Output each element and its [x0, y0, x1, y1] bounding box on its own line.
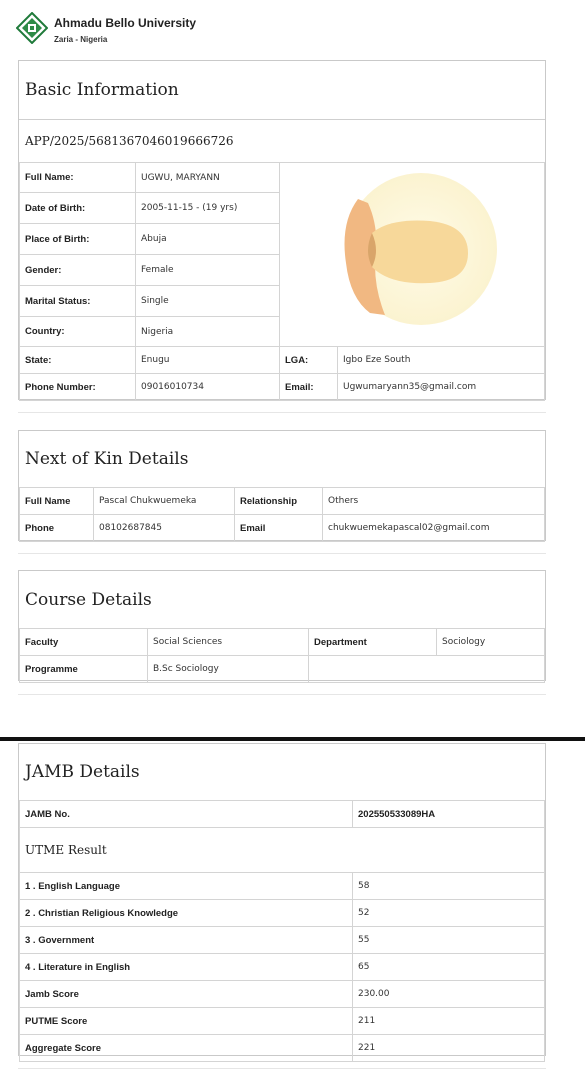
jamb-details-title: JAMB Details — [25, 762, 140, 782]
passport-photo — [280, 163, 498, 346]
gender-label: Gender: — [20, 255, 136, 286]
full-name-value: UGWU, MARYANN — [136, 163, 280, 193]
jamb-number-value: 202550533089HA — [353, 801, 545, 828]
email-label: Email: — [280, 374, 338, 401]
table-row — [20, 1035, 545, 1062]
next-of-kin-section — [18, 430, 546, 541]
kin-full-name-label: Full Name — [20, 488, 94, 515]
state-value: Enugu — [136, 347, 280, 374]
date-of-birth-label: Date of Birth: — [20, 193, 136, 224]
divider — [18, 553, 546, 554]
university-name: Ahmadu Bello University — [54, 16, 197, 30]
divider — [18, 1068, 546, 1069]
lga-value: Igbo Eze South — [338, 347, 545, 374]
university-logo-icon — [16, 12, 48, 44]
department-label: Department — [309, 629, 437, 656]
page-break-bar — [0, 737, 585, 741]
divider — [18, 412, 546, 413]
table-row — [20, 954, 545, 981]
next-of-kin-title: Next of Kin Details — [25, 449, 189, 469]
divider — [18, 694, 546, 695]
kin-full-name-value: Pascal Chukwuemeka — [94, 488, 235, 515]
table-row — [20, 873, 545, 900]
full-name-label: Full Name: — [20, 163, 136, 193]
table-row — [20, 1008, 545, 1035]
basic-information-title: Basic Information — [25, 80, 179, 100]
subject-label: 2 . Christian Religious Knowledge — [20, 900, 353, 927]
empty-cell — [309, 656, 545, 683]
course-details-section — [18, 570, 546, 681]
kin-relationship-value: Others — [323, 488, 545, 515]
kin-relationship-label: Relationship — [235, 488, 323, 515]
subject-label: 4 . Literature in English — [20, 954, 353, 981]
subject-label: 3 . Government — [20, 927, 353, 954]
table-row — [20, 981, 545, 1008]
table-row — [20, 374, 545, 401]
table-row — [20, 927, 545, 954]
course-details-title: Course Details — [25, 589, 152, 610]
faculty-value: Social Sciences — [148, 629, 309, 656]
table-row — [20, 515, 545, 542]
kin-phone-label: Phone — [20, 515, 94, 542]
table-row — [20, 347, 545, 374]
table-row — [20, 163, 545, 193]
basic-information-section — [18, 60, 546, 400]
aggregate-score-label: Aggregate Score — [20, 1035, 353, 1062]
university-location: Zaria - Nigeria — [54, 35, 108, 44]
phone-number-value: 09016010734 — [136, 374, 280, 401]
kin-phone-value: 08102687845 — [94, 515, 235, 542]
table-row — [20, 656, 545, 683]
state-label: State: — [20, 347, 136, 374]
aggregate-score-value: 221 — [353, 1035, 545, 1062]
date-of-birth-value: 2005-11-15 - (19 yrs) — [136, 193, 280, 224]
photo-cell — [280, 163, 545, 347]
gender-value: Female — [136, 255, 280, 286]
jamb-score-value: 230.00 — [353, 981, 545, 1008]
subject-score: 52 — [353, 900, 545, 927]
programme-value: B.Sc Sociology — [148, 656, 309, 683]
lga-label: LGA: — [280, 347, 338, 374]
email-value: Ugwumaryann35@gmail.com — [338, 374, 545, 401]
kin-email-label: Email — [235, 515, 323, 542]
phone-number-label: Phone Number: — [20, 374, 136, 401]
table-row — [20, 828, 545, 873]
kin-email-value: chukwuemekapascal02@gmail.com — [323, 515, 545, 542]
jamb-number-label: JAMB No. — [20, 801, 353, 828]
jamb-table — [19, 800, 545, 1062]
marital-status-label: Marital Status: — [20, 286, 136, 317]
putme-score-label: PUTME Score — [20, 1008, 353, 1035]
table-row — [20, 629, 545, 656]
jamb-score-label: Jamb Score — [20, 981, 353, 1008]
utme-result-title: UTME Result — [20, 828, 545, 873]
programme-label: Programme — [20, 656, 148, 683]
subject-score: 55 — [353, 927, 545, 954]
country-value: Nigeria — [136, 317, 280, 347]
subject-score: 65 — [353, 954, 545, 981]
application-number: APP/2025/5681367046019666726 — [19, 119, 545, 162]
page-header — [14, 10, 574, 50]
jamb-details-section — [18, 743, 546, 1056]
place-of-birth-label: Place of Birth: — [20, 224, 136, 255]
table-row — [20, 488, 545, 515]
country-label: Country: — [20, 317, 136, 347]
course-details-table — [19, 628, 545, 683]
table-row — [20, 900, 545, 927]
table-row — [20, 801, 545, 828]
subject-label: 1 . English Language — [20, 873, 353, 900]
basic-info-table — [19, 162, 545, 401]
subject-score: 58 — [353, 873, 545, 900]
department-value: Sociology — [437, 629, 545, 656]
place-of-birth-value: Abuja — [136, 224, 280, 255]
putme-score-value: 211 — [353, 1008, 545, 1035]
marital-status-value: Single — [136, 286, 280, 317]
next-of-kin-table — [19, 487, 545, 542]
faculty-label: Faculty — [20, 629, 148, 656]
